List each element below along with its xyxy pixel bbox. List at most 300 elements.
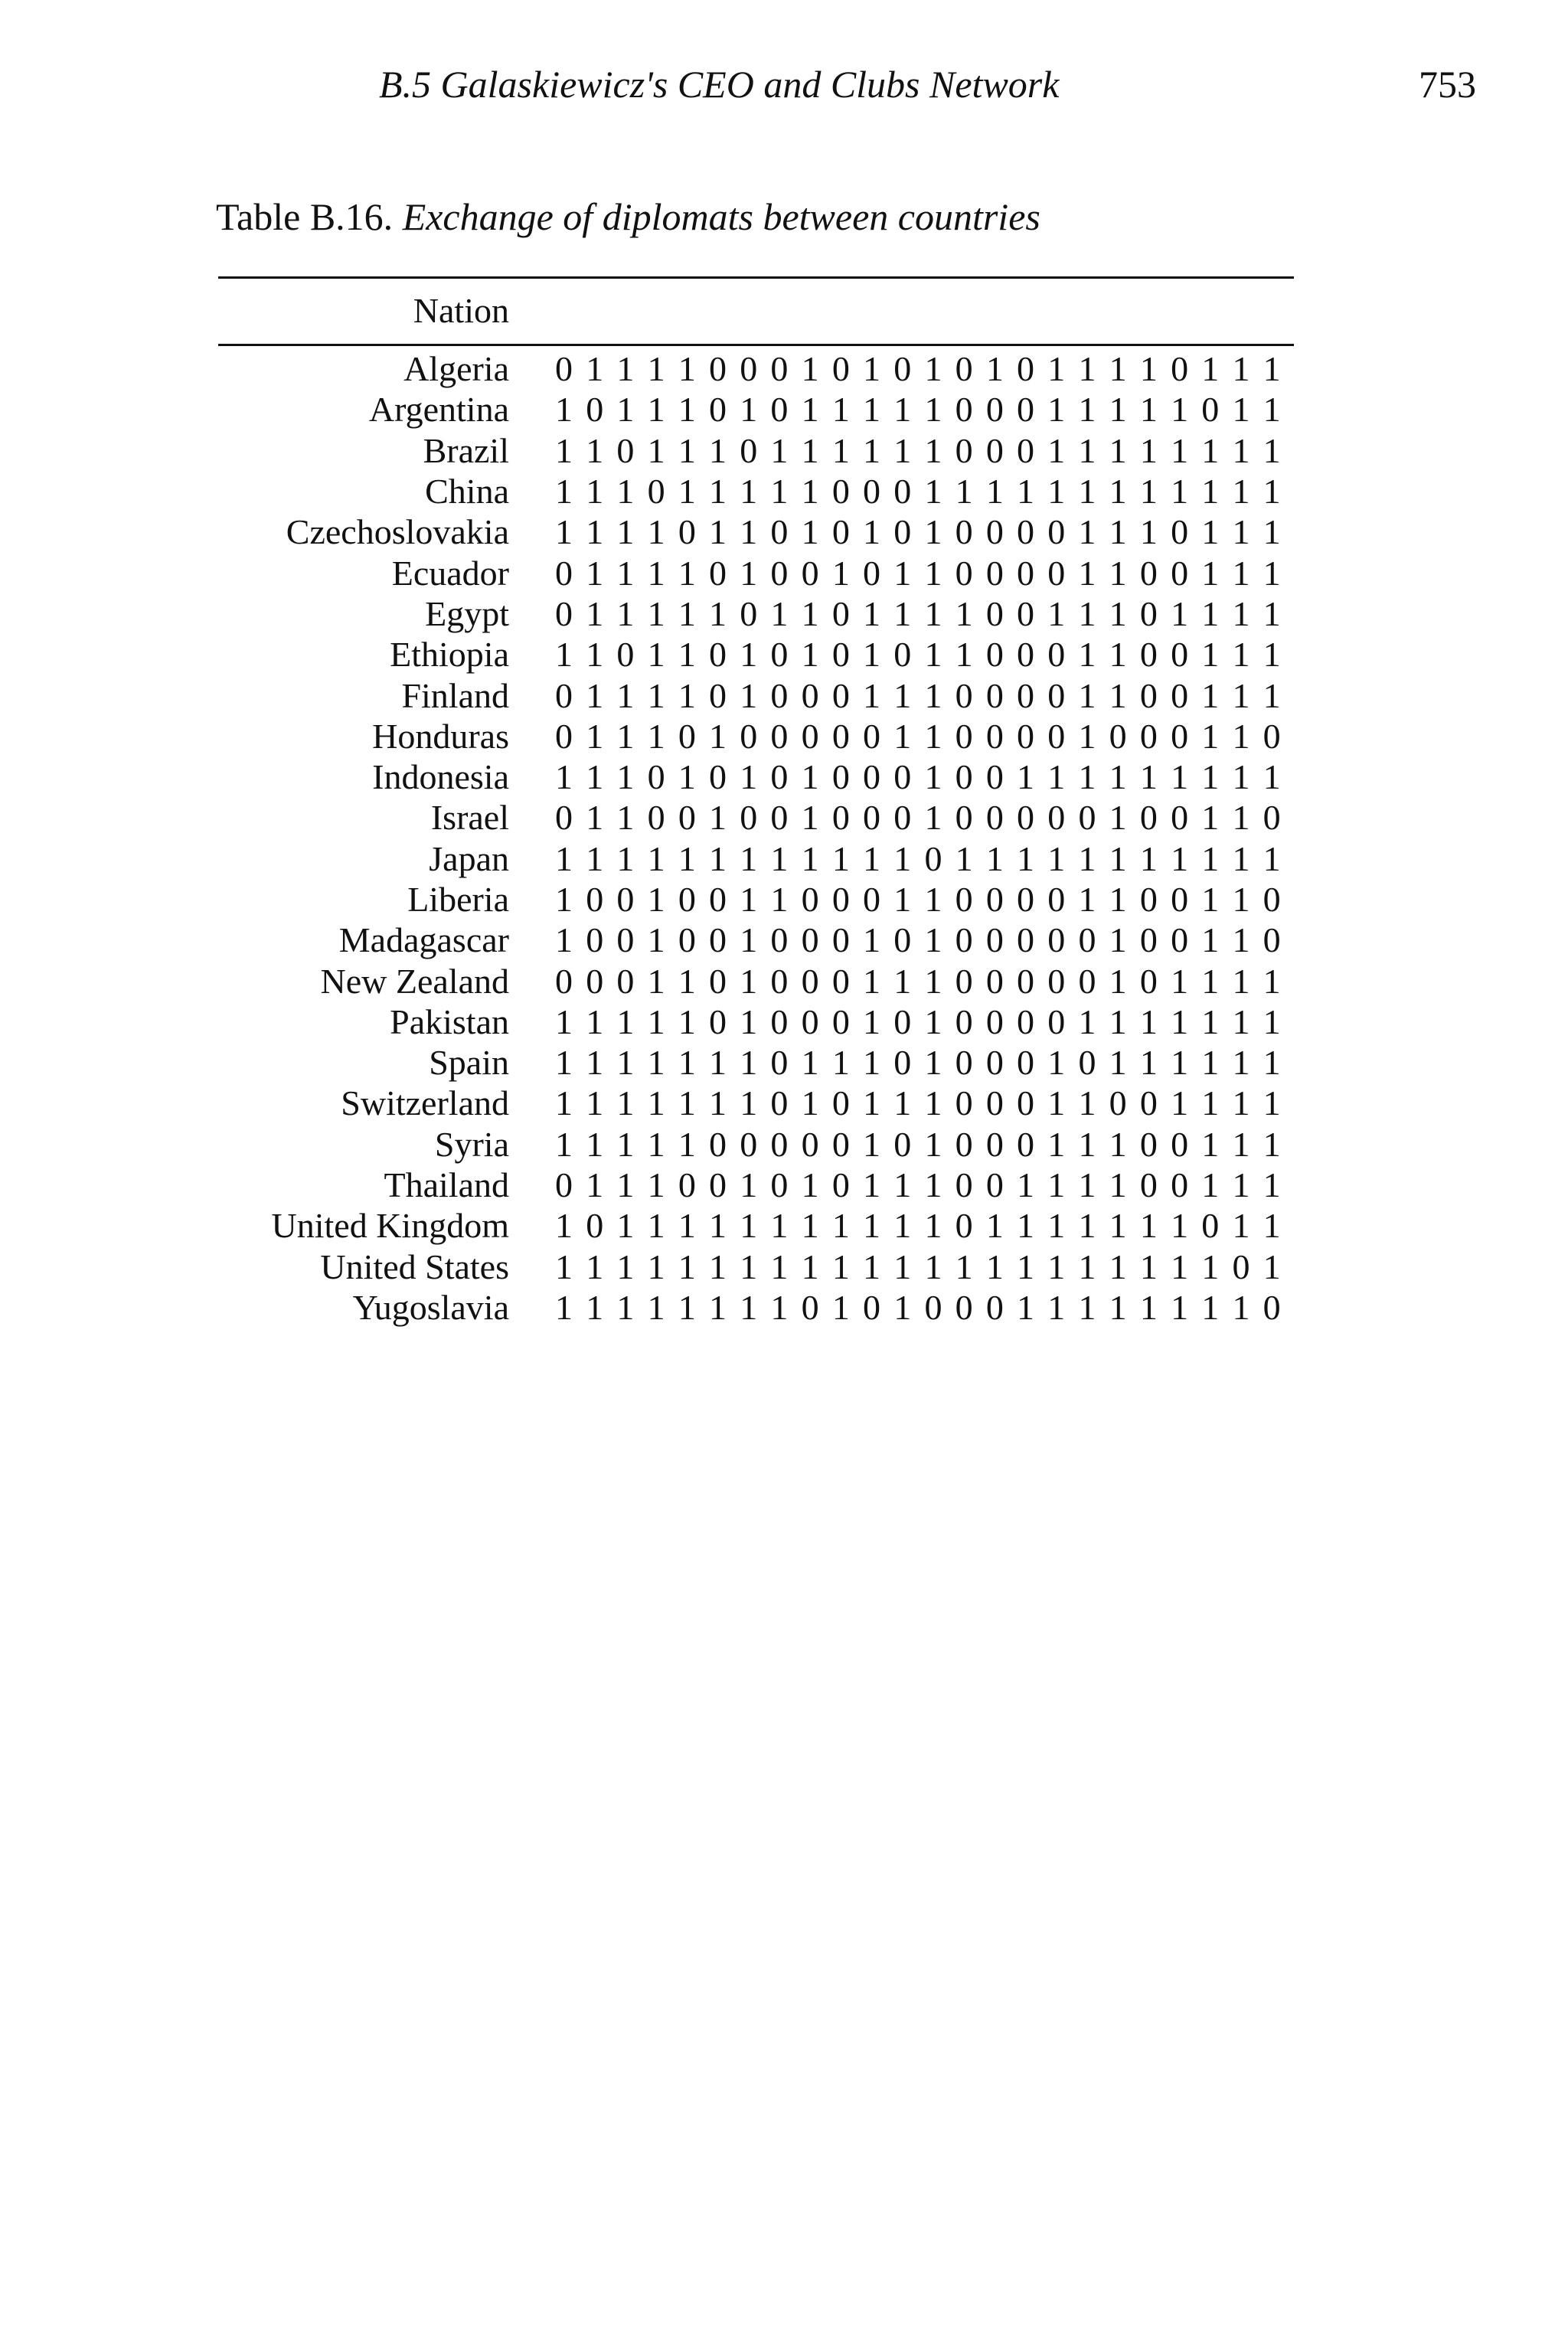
matrix-cell: 1	[616, 798, 635, 838]
matrix-cell: 0	[555, 961, 573, 1001]
matrix-cell: 0	[955, 757, 973, 797]
matrix-cell: 1	[647, 1287, 665, 1327]
table-row	[218, 552, 1294, 593]
table-row	[218, 389, 1294, 430]
matrix-cell: 0	[863, 798, 881, 838]
matrix-cell: 1	[647, 593, 665, 633]
matrix-cell: 0	[586, 961, 604, 1001]
matrix-cell: 1	[1078, 675, 1096, 715]
matrix-cell: 1	[616, 1083, 635, 1123]
matrix-cell: 0	[893, 512, 912, 552]
matrix-cell: 1	[1263, 1246, 1281, 1286]
table-row	[218, 348, 1294, 389]
matrix-cell: 1	[863, 1124, 881, 1164]
matrix-cell: 1	[678, 1083, 696, 1123]
matrix-cell: 1	[709, 1083, 727, 1123]
matrix-cell: 1	[1171, 1001, 1189, 1041]
matrix-cell: 1	[616, 1165, 635, 1205]
matrix-cell: 1	[1232, 430, 1250, 470]
matrix-cell: 0	[1139, 1124, 1158, 1164]
nation-name: Pakistan	[390, 1001, 509, 1041]
matrix-cell: 1	[801, 635, 819, 675]
matrix-cell: 1	[740, 757, 758, 797]
matrix-cell: 0	[955, 1165, 973, 1205]
matrix-cell: 1	[678, 430, 696, 470]
matrix-cell: 0	[985, 390, 1004, 430]
matrix-cell: 1	[985, 838, 1004, 878]
table-row	[218, 1287, 1294, 1328]
table-row	[218, 1083, 1294, 1123]
matrix-cell: 1	[924, 593, 942, 633]
matrix-cell: 0	[1171, 880, 1189, 919]
matrix-cell: 0	[831, 593, 850, 633]
matrix-cell: 0	[831, 512, 850, 552]
matrix-cell: 0	[1139, 635, 1158, 675]
table-row	[218, 838, 1294, 879]
matrix-cell: 1	[678, 675, 696, 715]
matrix-cell: 1	[1047, 349, 1066, 389]
adjacency-row	[555, 1246, 1279, 1287]
adjacency-row	[555, 1124, 1279, 1165]
matrix-cell: 1	[740, 1246, 758, 1286]
nation-name: Liberia	[407, 880, 509, 919]
matrix-cell: 1	[1201, 716, 1220, 756]
matrix-cell: 1	[955, 472, 973, 511]
matrix-cell: 1	[678, 635, 696, 675]
matrix-cell: 0	[1201, 1206, 1220, 1246]
nation-name: Algeria	[403, 349, 509, 389]
matrix-cell: 1	[893, 1165, 912, 1205]
matrix-cell: 0	[893, 757, 912, 797]
matrix-cell: 1	[893, 430, 912, 470]
matrix-cell: 1	[1263, 635, 1281, 675]
matrix-cell: 1	[955, 635, 973, 675]
matrix-cell: 1	[1201, 1246, 1220, 1286]
matrix-cell: 1	[863, 838, 881, 878]
matrix-cell: 0	[1017, 798, 1035, 838]
matrix-cell: 1	[740, 1287, 758, 1327]
matrix-cell: 1	[647, 1083, 665, 1123]
matrix-cell: 1	[1171, 1287, 1189, 1327]
matrix-cell: 1	[1232, 716, 1250, 756]
table-row	[218, 920, 1294, 960]
matrix-cell: 0	[770, 349, 789, 389]
matrix-cell: 0	[1017, 961, 1035, 1001]
matrix-cell: 0	[955, 1083, 973, 1123]
matrix-cell: 0	[647, 798, 665, 838]
matrix-cell: 1	[740, 880, 758, 919]
matrix-cell: 1	[647, 1246, 665, 1286]
matrix-cell: 1	[924, 553, 942, 593]
matrix-cell: 1	[1109, 472, 1127, 511]
adjacency-row	[555, 471, 1279, 511]
matrix-cell: 0	[709, 390, 727, 430]
matrix-cell: 1	[555, 1246, 573, 1286]
matrix-cell: 1	[709, 1287, 727, 1327]
matrix-cell: 1	[740, 961, 758, 1001]
matrix-cell: 0	[831, 798, 850, 838]
adjacency-row	[555, 797, 1279, 838]
matrix-cell: 0	[831, 635, 850, 675]
matrix-cell: 0	[831, 1165, 850, 1205]
matrix-cell: 1	[1047, 390, 1066, 430]
matrix-cell: 0	[893, 635, 912, 675]
matrix-cell: 1	[1263, 961, 1281, 1001]
matrix-cell: 1	[586, 1001, 604, 1041]
matrix-cell: 1	[1109, 1287, 1127, 1327]
matrix-cell: 0	[831, 880, 850, 919]
matrix-cell: 1	[678, 1043, 696, 1083]
matrix-cell: 1	[740, 838, 758, 878]
matrix-cell: 0	[1109, 716, 1127, 756]
matrix-cell: 0	[709, 1165, 727, 1205]
matrix-cell: 1	[1232, 1083, 1250, 1123]
matrix-cell: 0	[770, 798, 789, 838]
matrix-cell: 1	[586, 593, 604, 633]
matrix-cell: 1	[1109, 1206, 1127, 1246]
matrix-cell: 1	[1263, 1206, 1281, 1246]
matrix-cell: 1	[709, 593, 727, 633]
matrix-cell: 0	[955, 512, 973, 552]
matrix-cell: 1	[1047, 757, 1066, 797]
matrix-cell: 1	[801, 1083, 819, 1123]
matrix-cell: 0	[1078, 1043, 1096, 1083]
matrix-cell: 0	[1171, 512, 1189, 552]
table-body	[218, 348, 1294, 1328]
matrix-cell: 0	[893, 1001, 912, 1041]
matrix-cell: 1	[893, 838, 912, 878]
matrix-cell: 0	[863, 1287, 881, 1327]
matrix-cell: 0	[770, 675, 789, 715]
adjacency-row	[555, 1042, 1279, 1083]
matrix-cell: 1	[647, 635, 665, 675]
matrix-cell: 0	[586, 920, 604, 960]
matrix-cell: 1	[924, 880, 942, 919]
matrix-cell: 1	[801, 349, 819, 389]
matrix-cell: 0	[801, 920, 819, 960]
matrix-cell: 1	[1171, 1206, 1189, 1246]
matrix-cell: 1	[586, 430, 604, 470]
nation-name: Honduras	[372, 716, 509, 756]
matrix-cell: 0	[1017, 430, 1035, 470]
matrix-cell: 1	[1201, 472, 1220, 511]
matrix-cell: 0	[1139, 961, 1158, 1001]
matrix-cell: 1	[924, 472, 942, 511]
matrix-cell: 1	[801, 593, 819, 633]
matrix-cell: 0	[770, 1165, 789, 1205]
matrix-cell: 0	[831, 961, 850, 1001]
matrix-cell: 1	[801, 390, 819, 430]
matrix-cell: 1	[893, 961, 912, 1001]
nation-name: Madagascar	[338, 920, 509, 960]
matrix-cell: 1	[1171, 757, 1189, 797]
matrix-cell: 1	[555, 635, 573, 675]
matrix-cell: 1	[1232, 1043, 1250, 1083]
nation-name: Argentina	[368, 390, 509, 430]
matrix-cell: 1	[709, 798, 727, 838]
matrix-cell: 0	[985, 635, 1004, 675]
matrix-cell: 1	[616, 675, 635, 715]
matrix-cell: 1	[1078, 838, 1096, 878]
table-caption	[216, 186, 1040, 247]
matrix-cell: 1	[709, 512, 727, 552]
running-title: B.5 Galaskiewicz's CEO and Clubs Network	[379, 63, 1060, 106]
matrix-cell: 1	[647, 675, 665, 715]
matrix-cell: 1	[801, 757, 819, 797]
matrix-cell: 0	[863, 553, 881, 593]
matrix-cell: 1	[1263, 1043, 1281, 1083]
matrix-cell: 0	[770, 1124, 789, 1164]
nation-name: Yugoslavia	[352, 1287, 509, 1327]
matrix-cell: 1	[709, 1043, 727, 1083]
matrix-cell: 1	[1232, 961, 1250, 1001]
matrix-cell: 1	[801, 1165, 819, 1205]
adjacency-row	[555, 348, 1279, 389]
matrix-cell: 1	[647, 390, 665, 430]
matrix-cell: 1	[863, 390, 881, 430]
matrix-cell: 1	[1139, 1246, 1158, 1286]
matrix-cell: 0	[985, 920, 1004, 960]
matrix-cell: 0	[678, 716, 696, 756]
matrix-cell: 1	[586, 1165, 604, 1205]
matrix-cell: 0	[985, 880, 1004, 919]
matrix-cell: 1	[1078, 1083, 1096, 1123]
matrix-cell: 1	[678, 1124, 696, 1164]
matrix-cell: 1	[1047, 1206, 1066, 1246]
matrix-cell: 1	[924, 798, 942, 838]
matrix-cell: 1	[1201, 880, 1220, 919]
matrix-cell: 0	[616, 920, 635, 960]
matrix-cell: 0	[831, 1001, 850, 1041]
matrix-cell: 1	[863, 1165, 881, 1205]
matrix-cell: 0	[647, 472, 665, 511]
matrix-cell: 1	[801, 1043, 819, 1083]
matrix-cell: 1	[770, 1287, 789, 1327]
matrix-cell: 0	[955, 390, 973, 430]
table-row	[218, 430, 1294, 471]
matrix-cell: 1	[1201, 1124, 1220, 1164]
matrix-cell: 1	[647, 838, 665, 878]
matrix-cell: 0	[647, 757, 665, 797]
matrix-cell: 0	[740, 349, 758, 389]
matrix-cell: 0	[1171, 675, 1189, 715]
matrix-cell: 1	[740, 1206, 758, 1246]
matrix-cell: 1	[801, 430, 819, 470]
matrix-cell: 1	[893, 1083, 912, 1123]
matrix-cell: 1	[1017, 1165, 1035, 1205]
matrix-cell: 1	[1047, 1165, 1066, 1205]
table-row	[218, 960, 1294, 1001]
matrix-cell: 1	[1109, 593, 1127, 633]
matrix-cell: 1	[863, 512, 881, 552]
matrix-cell: 1	[1109, 757, 1127, 797]
matrix-cell: 1	[1232, 920, 1250, 960]
matrix-cell: 0	[709, 553, 727, 593]
matrix-cell: 0	[985, 798, 1004, 838]
matrix-cell: 1	[985, 1206, 1004, 1246]
matrix-cell: 0	[1263, 798, 1281, 838]
matrix-cell: 0	[616, 880, 635, 919]
matrix-cell: 0	[955, 716, 973, 756]
matrix-cell: 1	[893, 553, 912, 593]
matrix-cell: 1	[801, 512, 819, 552]
matrix-cell: 0	[770, 1001, 789, 1041]
matrix-cell: 1	[647, 553, 665, 593]
matrix-cell: 1	[586, 1124, 604, 1164]
matrix-cell: 1	[1232, 757, 1250, 797]
matrix-cell: 1	[770, 1206, 789, 1246]
matrix-cell: 0	[985, 553, 1004, 593]
matrix-cell: 1	[1263, 512, 1281, 552]
matrix-cell: 0	[770, 390, 789, 430]
matrix-cell: 1	[1232, 675, 1250, 715]
matrix-cell: 0	[555, 798, 573, 838]
matrix-cell: 1	[1201, 1287, 1220, 1327]
matrix-cell: 0	[770, 961, 789, 1001]
matrix-cell: 1	[586, 716, 604, 756]
matrix-cell: 1	[1232, 880, 1250, 919]
matrix-cell: 1	[616, 1124, 635, 1164]
matrix-cell: 1	[709, 716, 727, 756]
matrix-cell: 1	[1201, 553, 1220, 593]
matrix-cell: 1	[740, 675, 758, 715]
matrix-cell: 0	[555, 553, 573, 593]
matrix-cell: 0	[801, 1124, 819, 1164]
matrix-cell: 0	[709, 1001, 727, 1041]
matrix-cell: 0	[893, 472, 912, 511]
matrix-cell: 1	[1109, 635, 1127, 675]
matrix-cell: 0	[770, 757, 789, 797]
matrix-cell: 1	[555, 1001, 573, 1041]
matrix-cell: 1	[863, 961, 881, 1001]
matrix-cell: 1	[647, 1206, 665, 1246]
nation-name: Switzerland	[341, 1083, 509, 1123]
matrix-cell: 1	[924, 716, 942, 756]
matrix-cell: 1	[1201, 1083, 1220, 1123]
matrix-cell: 0	[924, 838, 942, 878]
matrix-cell: 0	[1047, 961, 1066, 1001]
matrix-cell: 0	[1263, 880, 1281, 919]
matrix-cell: 0	[1263, 1287, 1281, 1327]
matrix-cell: 1	[555, 920, 573, 960]
matrix-cell: 0	[955, 1043, 973, 1083]
matrix-cell: 0	[955, 349, 973, 389]
matrix-cell: 0	[831, 472, 850, 511]
matrix-cell: 1	[740, 635, 758, 675]
adjacency-row	[555, 961, 1279, 1001]
matrix-cell: 0	[709, 1124, 727, 1164]
matrix-cell: 1	[801, 472, 819, 511]
matrix-cell: 0	[863, 880, 881, 919]
matrix-cell: 0	[1047, 1001, 1066, 1041]
matrix-cell: 0	[1047, 920, 1066, 960]
matrix-cell: 0	[1139, 1165, 1158, 1205]
matrix-cell: 1	[893, 1206, 912, 1246]
matrix-cell: 0	[678, 880, 696, 919]
matrix-cell: 1	[863, 675, 881, 715]
matrix-cell: 0	[801, 961, 819, 1001]
matrix-cell: 1	[616, 1206, 635, 1246]
matrix-cell: 0	[985, 1083, 1004, 1123]
matrix-cell: 1	[647, 1043, 665, 1083]
matrix-cell: 1	[801, 1246, 819, 1286]
matrix-cell: 0	[1139, 716, 1158, 756]
matrix-cell: 1	[1139, 757, 1158, 797]
matrix-cell: 1	[1201, 838, 1220, 878]
matrix-cell: 1	[1201, 512, 1220, 552]
matrix-cell: 0	[801, 675, 819, 715]
adjacency-row	[555, 430, 1279, 471]
matrix-cell: 1	[1109, 920, 1127, 960]
matrix-cell: 1	[647, 716, 665, 756]
matrix-cell: 0	[831, 675, 850, 715]
table-row	[218, 634, 1294, 675]
matrix-cell: 1	[1201, 798, 1220, 838]
matrix-cell: 0	[616, 961, 635, 1001]
matrix-cell: 1	[831, 390, 850, 430]
matrix-cell: 0	[863, 716, 881, 756]
matrix-cell: 0	[1139, 593, 1158, 633]
matrix-cell: 1	[801, 798, 819, 838]
matrix-cell: 1	[1047, 593, 1066, 633]
matrix-cell: 1	[709, 1206, 727, 1246]
matrix-cell: 0	[555, 1165, 573, 1205]
matrix-cell: 1	[863, 1001, 881, 1041]
nation-name: Ethiopia	[390, 635, 509, 675]
matrix-cell: 1	[647, 512, 665, 552]
matrix-cell: 0	[955, 961, 973, 1001]
nation-name: Japan	[429, 838, 509, 878]
matrix-cell: 1	[709, 430, 727, 470]
matrix-cell: 1	[740, 553, 758, 593]
matrix-cell: 1	[586, 675, 604, 715]
table-caption-text: Exchange of diplomats between countries	[402, 195, 1040, 238]
adjacency-row	[555, 879, 1279, 920]
matrix-cell: 0	[1017, 512, 1035, 552]
matrix-cell: 1	[1078, 390, 1096, 430]
matrix-cell: 0	[1017, 675, 1035, 715]
matrix-cell: 1	[1201, 1001, 1220, 1041]
matrix-cell: 1	[863, 920, 881, 960]
matrix-cell: 1	[678, 1206, 696, 1246]
matrix-cell: 0	[1017, 593, 1035, 633]
table-row	[218, 675, 1294, 715]
matrix-cell: 1	[709, 838, 727, 878]
matrix-cell: 0	[709, 880, 727, 919]
matrix-cell: 0	[678, 798, 696, 838]
table-row	[218, 797, 1294, 838]
matrix-cell: 1	[1109, 430, 1127, 470]
matrix-cell: 0	[709, 635, 727, 675]
matrix-cell: 1	[1139, 838, 1158, 878]
matrix-cell: 0	[740, 430, 758, 470]
matrix-cell: 1	[616, 593, 635, 633]
adjacency-row	[555, 1165, 1279, 1205]
matrix-cell: 1	[616, 838, 635, 878]
matrix-cell: 1	[586, 838, 604, 878]
matrix-cell: 0	[955, 1124, 973, 1164]
matrix-cell: 1	[924, 1124, 942, 1164]
matrix-cell: 1	[1232, 390, 1250, 430]
matrix-cell: 0	[678, 920, 696, 960]
matrix-cell: 1	[1232, 635, 1250, 675]
matrix-cell: 0	[831, 349, 850, 389]
matrix-cell: 1	[831, 553, 850, 593]
matrix-cell: 1	[1232, 1165, 1250, 1205]
matrix-cell: 1	[616, 472, 635, 511]
matrix-cell: 1	[1109, 675, 1127, 715]
matrix-cell: 0	[893, 798, 912, 838]
